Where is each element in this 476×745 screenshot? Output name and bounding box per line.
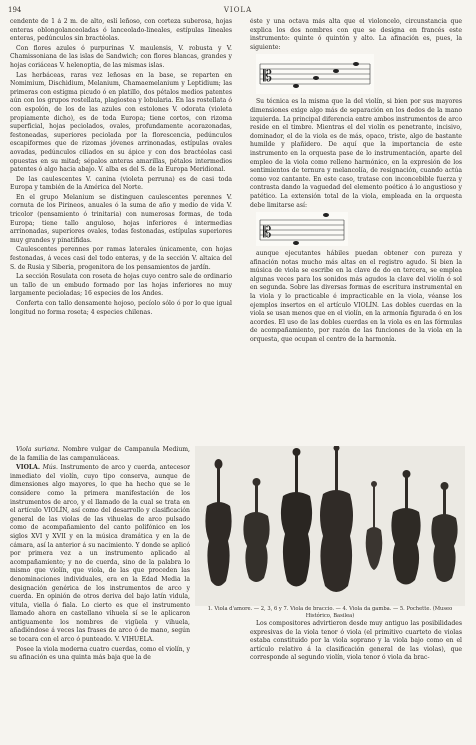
entry-head: VIOLA. [16,464,41,472]
paragraph: Su técnica es la misma que la del violín, si bien por sus mayores dimensiones exige algo más de separación en los dedos de la mano izquierda. La principal diferencia entre ambos instrumentos de arco reside en el timbre. Mientras el del violín es penetrante, incisivo, dominador, el de la viola es de más, opaco, triste, algo de bastante humilde y plañidero. De aquí que la importancia de este instrumento en la orquesta pase de lo instrumentación, aparte del empleo de la viola como relleno harmónico, en la expresión de los sentimientos de ternura y melancolía, de resignación, cuando actúa como voz cantante. En este caso, tratase con inconcebible fuerza y contrasta dando la vaguedad del elemento poético á lo angustioso y patético. La extensión total de la viola, empleada en la orquesta debe limitarse así: [250,98,462,209]
entry-text: Instrumento de arco y cuerda, antecesor inmediato del violín, cuyo tipo conserva, aunque de dimensiones algo mayores, lo que ha hecho que se le considere como la primera manifestación de los instrumentos de arco, y el llamado de la cual se trata en el artículo VIOLÍN, así como del desarrollo y clasificación general de las violas de las vihuelas de arco pulsado como de acompañamiento del canto polifónico en los siglos XVI y XVII y en la música dramática y en la de cámara, así la anterior á su nacimiento. Y donde se aplicó por primera vez a un instrumento aplicado al acompañamiento; y no de cuerda, sino de la palabra lo mismo que violín, que viola, de las que proceden las denominaciones individuales, era en la Edad Media la designación genérica de los instrumentos de arco y cuerda. En opinión de otros deriva del bajo latín vidula, vitula, viella ó fiala. Lo cierto es que el instrumento llamado ahora en castellano vihuela sí se le aplicaron antiguamente los nombres de vigüela y vihuela, añadiéndose á veces las frases de arco ó de mano, según se tocara con el arco ó punteado. V. VIHUELA. [10,464,190,644]
paragraph: Posee la viola moderna cuatro cuerdas, como el violín, y su afinación es una quinta más baja que la de [10,645,190,662]
svg-text:𝄡: 𝄡 [263,223,272,242]
bottom-right-text [250,620,462,730]
paragraph: aunque ejecutantes hábiles puedan obtener con pureza y afinación notas mucho más altas en el registro agudo. Si bien la música de viola se escribe en la clave de do en tercera, se emplea algunas veces para los sonidos más agudos la clave del violín ó sol en segunda. Sobre las diversas formas de escritura instrumental en la viola y lo practicable é impracticable en la viola, véanse los ejemplos insertos en el artículo VIOLÍN. Las dobles cuerdas en la viola se usan menos que en el violín, en la armonía figurada ó en los acordes. El uso de las dobles cuerdas en la viola es en las fórmulas de acompañamiento, por razón de las funciones de la viola en la orquesta, que ocupan el centro de la harmonía. [250,250,462,344]
entry-viola-suriana [10,446,190,463]
page-number: 194 [8,6,22,14]
running-title: VIOLA [223,6,253,14]
paragraph: Conferta con tallo densamente hojoso, pecíolo sólo ó por lo que igual longitud no forma roseta; 4 especies chilenas. [10,300,232,316]
entry-abbr: Mús. [42,464,58,472]
paragraph: En el grupo Melanium se distinguen caulescentes perennes V. cornuta de los Pirineos, anuales ó la suma de año y medio de vida V. tricolor (pensamiento ó trinitaria) con numerosas formas, de toda Europa; tiene tallo anguloso, hojas inferiores é intermedias arrinonadas, superiores ovales, todas festonadas, estípulas superiores muy grandes y pinatífidas. [10,193,232,244]
svg-text:𝄡: 𝄡 [263,66,272,86]
violas-illustration [195,446,465,606]
paragraph: éste y una octava más alta que el violoncelo, circunstancia que explica los dos nombres con que se designa en francés este instrumento: quinte ó quintón y alto. La afinación es, pues, la siguiente: [250,18,462,51]
entry-head: Viola suriana. [16,446,60,453]
music-staff-tuning [256,54,374,94]
paragraph: De las caulescentes V. canina (violeta perruna) es de casi toda Europa y también de la América del Norte. [10,175,232,192]
staff-notation-icon [256,54,374,94]
staff-range-icon [256,212,348,246]
entry-column [10,446,190,730]
paragraph: Caulescentes perennes por ramas laterales únicamente, con hojas festonadas, á veces casi del todo enteras, y de la sección V. altaica del S. de Rusia y Siberia, progenitora de los pensamientos de jardín. [10,246,232,271]
paragraph: La sección Rosulata con roseta de hojas cuyo centro sale de ordinario un tallo de un embudo formado por las hojas inferiores no muy largamente pecioladas; 16 especies de los Andes. [10,273,232,298]
paragraph: Los compositores advirtieron desde muy antiguo las posibilidades expresivas de la viola tenor ó viola (el primitivo cuarteto de violas estaba constituido por la viola soprano y la viola bajo como en el artículo relativo á la clasificación general de las violas), que corresponde al segundo violín, viola tenor ó viola da brac- [250,620,462,662]
paragraph: cendente de 1 á 2 m. de alto, eslí leñoso, con corteza suberosa, hojas enteras oblongolanceoladas ó lanceolado-lineales, estípulas lineales enteras, pedúnculos sin bractéolas. [10,18,232,43]
entry-viola-music [10,464,190,644]
figure-caption: 1. Viola d'amore. — 2, 3, 6 y 7. Viola de braccio. — 4. Viola da gamba. — 5. Pochette. (Museo Histórico, Basilea) [207,606,453,619]
instruments-photo [195,446,465,606]
entry-text: Nombre vulgar de Campanula Medium, de la familia de las campanuláceas. [10,446,190,462]
music-staff-range [256,212,348,246]
paragraph: Las herbáceas, raras vez leñosas en la base, se reparten en Nomimium, Dischidium, Melanium, Chamaemelanium y Leptidium; las primeras con estigma picudo ó en platillo, dos pétalos medios patentes aún con los grupos rostellata, plagiostea y lobularia. En las rostellata ó con espolón, de los de las azules con estolones V. odorata (violeta propiamente dicho), es de toda Europa; tiene cortos, con rizoma superficial, hojas peciolados, ovales, profundamente acorazonadas, festoneadas, superiores peciolada por la florescencia, pedúnculos escapiformes que de rizomas jóvenes arrinonadas, estípulas ovales aovadas, pedúnculos ciliados en su ápice y con dos bractéolas casi opuestas en su mitad; sépalos anteras amarillas, pétalos intermedios patentes ó algo hacia abajo. V. alba es del S. de la Europa Meridional. [10,71,232,174]
paragraph: Con flores azules ó purpurinas V. maulensis, V. robusta y V. Chamissoniana de las islas de Sandwich; con flores blancas, grandes y hojas coriáceas V. helenoptia, de las mismas islas. [10,44,232,69]
